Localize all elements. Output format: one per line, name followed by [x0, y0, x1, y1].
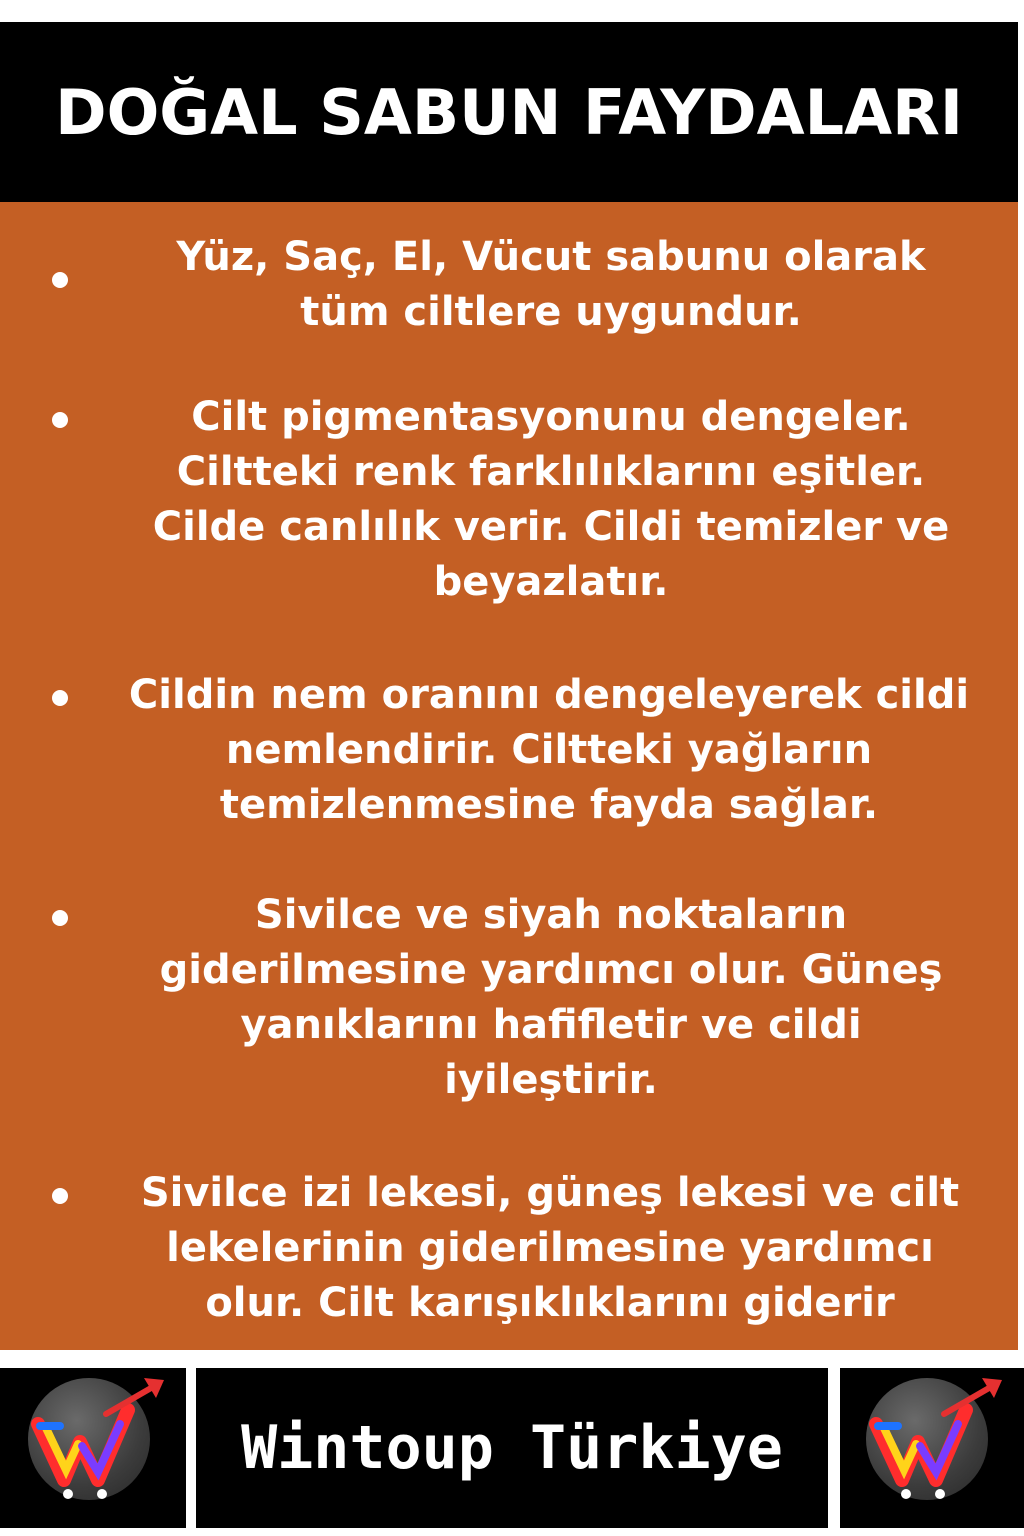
bullet-icon — [52, 412, 68, 428]
logo-graphic — [20, 1362, 170, 1512]
benefit-text: Sivilce ve siyah noktaların giderilmesine yardımcı olur. Güneş yanıklarını hafifletir ve cildi iyileştirir. — [159, 892, 943, 1103]
benefit-text: Sivilce izi lekesi, güneş lekesi ve cilt lekelerinin giderilmesine yardımcı olur. Cilt karışıklıklarını giderir — [140, 1170, 960, 1326]
benefit-text: Cildin nem oranını dengeleyerek cildi nemlendirir. Ciltteki yağların temizlenmesine fayda sağlar. — [128, 672, 970, 828]
bullet-icon — [52, 910, 68, 926]
wintoup-cart-logo-icon — [28, 1378, 150, 1500]
bullet-icon — [52, 1188, 68, 1204]
bullet-icon — [52, 690, 68, 706]
page-title: DOĞAL SABUN FAYDALARI — [55, 75, 963, 149]
benefit-text: Cilt pigmentasyonunu dengeler. Ciltteki renk farklılıklarını eşitler. Cilde canlılık verir. Cildi temizler ve beyazlatır. — [152, 394, 950, 605]
bullet-icon — [52, 272, 68, 288]
footer-divider — [0, 1352, 1024, 1358]
benefit-text: Yüz, Saç, El, Vücut sabunu olarak tüm ciltlere uygundur. — [176, 234, 926, 335]
logo-graphic — [858, 1362, 1008, 1512]
wintoup-cart-logo-icon — [866, 1378, 988, 1500]
header-banner — [0, 22, 1018, 202]
benefits-panel — [0, 202, 1018, 1350]
brand-name: Wintoup Türkiye — [241, 1413, 783, 1483]
